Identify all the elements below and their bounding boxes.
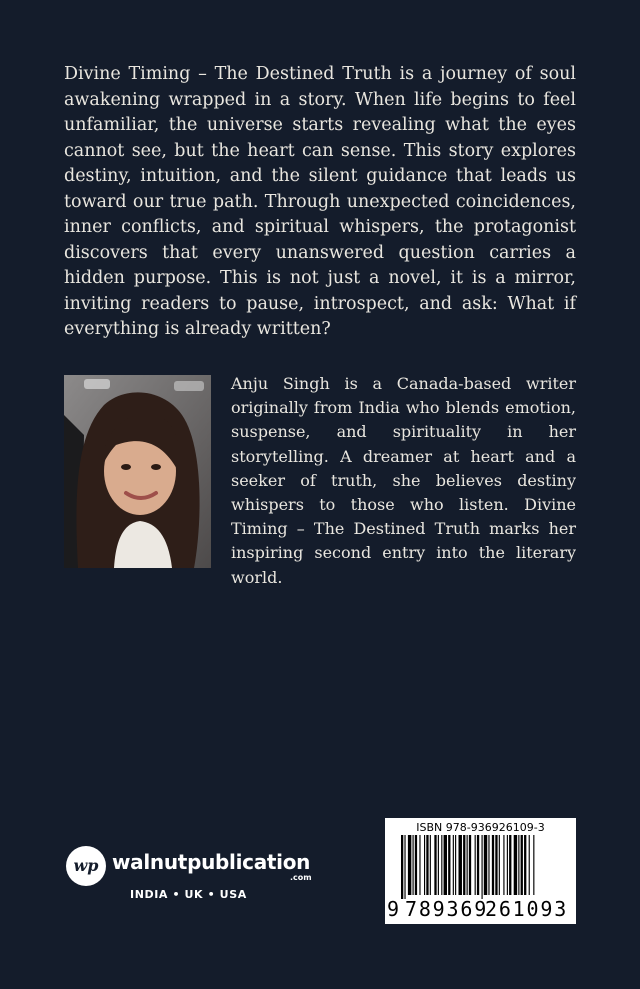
barcode-bar (469, 835, 471, 895)
barcode-bar (426, 835, 428, 895)
barcode-bar (492, 835, 494, 895)
barcode-bar (507, 835, 508, 895)
barcode-bars (389, 835, 572, 899)
barcode-bar (475, 835, 476, 895)
barcode-digits-left: 789369 (405, 897, 489, 921)
barcode-bar (495, 835, 497, 895)
barcode-bar (438, 835, 439, 895)
barcode-bar (521, 835, 523, 895)
barcode-digits-right: 261093 (485, 897, 569, 921)
publisher-name: walnutpublication (112, 850, 311, 874)
publisher-domain: .com (290, 873, 312, 882)
barcode-bar (463, 835, 465, 895)
barcode-bar (434, 835, 436, 895)
barcode-bar (459, 835, 462, 895)
barcode-bar (484, 835, 487, 895)
barcode-bar (424, 835, 425, 895)
barcode-bar (503, 835, 504, 895)
barcode-bar (419, 835, 420, 895)
walnut-logo-icon: wp (66, 846, 106, 886)
barcode-bar (524, 835, 526, 895)
barcode-bar (404, 835, 405, 899)
barcode-bar (467, 835, 468, 895)
barcode-bar (499, 835, 500, 895)
barcode-bar (477, 835, 479, 895)
barcode-bar (455, 835, 456, 895)
barcode-bar (444, 835, 447, 895)
publisher-block (66, 842, 326, 912)
barcode-bar (430, 835, 431, 895)
barcode-bar (518, 835, 519, 895)
barcode-bar (408, 835, 411, 895)
isbn-label: ISBN 978-936926109-3 (416, 821, 545, 834)
barcode-bar (413, 835, 414, 895)
author-bio: Anju Singh is a Canada-based writer originally from India who blends emotion, suspense, and spirituality in her storytelling. A dreamer at heart and a seeker of truth, she believes destiny whispers to those who listen. Divine Timing – The Destined Truth marks her inspiring second entry into the literary world. (231, 374, 576, 587)
back-cover-blurb: Divine Timing – The Destined Truth is a journey of soul awakening wrapped in a story. When life begins to feel unfamiliar, the universe starts revealing what the eyes cannot see, but the heart can sense. This story explores destiny, intuition, and the silent guidance that leads us toward our true path. Through unexpected coincidences, inner conflicts, and spiritual whispers, the protagonist discovers that every unanswered question carries a hidden purpose. This is not just a novel, it is a mirror, inviting readers to pause, introspect, and ask: What if everything is already written? (64, 64, 576, 339)
barcode-bar (453, 835, 454, 895)
barcode-bar (415, 835, 417, 895)
barcode-bar (533, 835, 534, 895)
barcode-bar (514, 835, 517, 895)
barcode-bar (401, 835, 403, 899)
barcode-bar (509, 835, 511, 895)
isbn-barcode (385, 818, 576, 924)
barcode-bar (488, 835, 489, 895)
barcode-bar (482, 835, 483, 899)
author-photo (64, 375, 211, 568)
barcode-bar (441, 835, 442, 895)
barcode-digit-first: 9 (387, 897, 400, 921)
publisher-regions: INDIA • UK • USA (130, 888, 247, 901)
barcode-bar (529, 835, 530, 895)
barcode-bar (448, 835, 450, 895)
